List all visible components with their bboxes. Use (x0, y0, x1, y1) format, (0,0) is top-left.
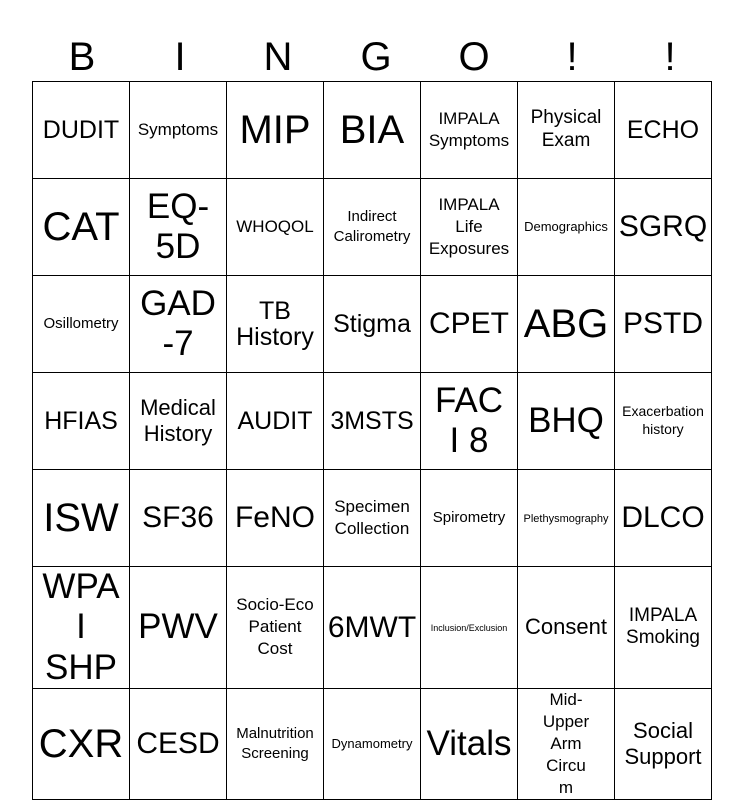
board-row (33, 179, 712, 276)
bingo-cell[interactable] (227, 373, 324, 470)
bingo-cell[interactable] (227, 688, 324, 799)
cell-label: IMPALA Smoking (626, 604, 700, 649)
cell-label: Medical History (140, 394, 216, 446)
cell-label: Social Support (624, 717, 702, 769)
bingo-cell[interactable] (33, 567, 130, 689)
bingo-cell[interactable] (33, 82, 130, 179)
bingo-cell[interactable] (33, 276, 130, 373)
cell-label: MIP (239, 108, 311, 152)
bingo-cell[interactable] (130, 276, 227, 373)
cell-label: WPAI SHP (42, 567, 120, 687)
bingo-cell[interactable] (227, 82, 324, 179)
bingo-board (32, 81, 712, 800)
cell-label: DUDIT (42, 115, 120, 144)
bingo-cell[interactable] (615, 470, 712, 567)
board-row (33, 276, 712, 373)
cell-label: Dynamometry (331, 735, 413, 751)
bingo-cell[interactable] (33, 470, 130, 567)
bingo-cell[interactable] (324, 82, 421, 179)
bingo-cell[interactable] (421, 567, 518, 689)
cell-label: ECHO (626, 115, 700, 144)
cell-label: Inclusion/Exclusion (430, 622, 508, 633)
cell-label: DLCO (621, 501, 705, 535)
cell-label: 3MSTS (330, 406, 414, 435)
cell-label: Consent (525, 614, 607, 640)
cell-label: CPET (428, 307, 509, 341)
bingo-cell[interactable] (421, 276, 518, 373)
cell-label: Socio-Eco Patient Cost (236, 595, 314, 659)
bingo-cell[interactable] (33, 373, 130, 470)
cell-label: CESD (136, 727, 220, 761)
board-row (33, 82, 712, 179)
bingo-cell[interactable] (615, 179, 712, 276)
bingo-cell[interactable] (421, 688, 518, 799)
bingo-cell[interactable] (615, 82, 712, 179)
bingo-cell[interactable] (421, 179, 518, 276)
cell-label: BHQ (528, 400, 604, 440)
cell-label: IMPALA Symptoms (428, 108, 510, 150)
cell-label: WHOQOL (236, 216, 314, 236)
board-row (33, 373, 712, 470)
bingo-cell[interactable] (421, 82, 518, 179)
bingo-cell[interactable] (421, 470, 518, 567)
bingo-cell[interactable] (324, 179, 421, 276)
cell-label: Symptoms (137, 119, 219, 139)
cell-label: PSTD (622, 307, 703, 341)
cell-label: Indirect Calirometry (333, 207, 411, 245)
header-letter: O (458, 35, 490, 79)
cell-label: CAT (42, 205, 120, 249)
cell-label: SF36 (142, 501, 214, 535)
bingo-cell[interactable] (518, 179, 615, 276)
cell-label: Vitals (426, 723, 512, 763)
cell-label: Osillometry (43, 314, 119, 332)
cell-label: 6MWT (327, 610, 417, 644)
cell-label: Specimen Collection (334, 496, 410, 538)
cell-label: FACI 8 (434, 380, 504, 460)
board-row (33, 688, 712, 799)
cell-label: AUDIT (237, 406, 313, 435)
bingo-cell[interactable] (615, 276, 712, 373)
cell-label: EQ-5D (146, 186, 210, 266)
cell-label: Demographics (524, 218, 608, 234)
cell-label: Malnutrition Screening (236, 724, 314, 762)
cell-label: Exacerbation history (622, 403, 704, 437)
bingo-cell[interactable] (130, 688, 227, 799)
bingo-cell[interactable] (130, 470, 227, 567)
bingo-cell[interactable] (33, 688, 130, 799)
board-row (33, 567, 712, 689)
header-letter: N (263, 35, 293, 79)
cell-label: IMPALA Life Exposures (428, 194, 510, 259)
cell-label: GAD-7 (140, 283, 216, 363)
cell-label: Physical Exam (530, 107, 602, 151)
header-letter: G (360, 35, 392, 79)
bingo-cell[interactable] (518, 82, 615, 179)
bingo-cell[interactable] (324, 276, 421, 373)
bingo-cell[interactable] (615, 373, 712, 470)
bingo-cell[interactable] (130, 82, 227, 179)
bingo-cell[interactable] (518, 373, 615, 470)
cell-label: Stigma (333, 309, 411, 338)
cell-label: ABG (523, 302, 609, 346)
cell-label: CXR (38, 721, 124, 766)
bingo-cell[interactable] (324, 567, 421, 689)
bingo-cell[interactable] (130, 373, 227, 470)
bingo-cell[interactable] (615, 688, 712, 799)
bingo-cell[interactable] (324, 688, 421, 799)
cell-label: Mid-Upper Arm Circum (542, 689, 590, 798)
cell-label: SGRQ (618, 210, 708, 244)
bingo-cell[interactable] (227, 567, 324, 689)
header-letter: B (68, 35, 96, 79)
cell-label: HFIAS (44, 406, 118, 435)
bingo-cell[interactable] (227, 179, 324, 276)
cell-label: PWV (138, 607, 218, 647)
cell-label: TB History (236, 296, 314, 351)
header-letter: ! (664, 35, 676, 79)
cell-label: BIA (339, 108, 405, 152)
bingo-cell[interactable] (324, 373, 421, 470)
cell-label: FeNO (234, 501, 315, 535)
board-row (33, 470, 712, 567)
bingo-cell[interactable] (518, 276, 615, 373)
cell-label: ISW (43, 496, 119, 540)
bingo-cell[interactable] (518, 567, 615, 689)
bingo-cell[interactable] (227, 276, 324, 373)
bingo-cell[interactable] (227, 470, 324, 567)
bingo-cell[interactable] (130, 567, 227, 689)
cell-label: Spirometry (432, 508, 506, 526)
cell-label: Plethysmography (523, 512, 609, 525)
header-letter: ! (566, 35, 578, 79)
bingo-cell[interactable] (324, 470, 421, 567)
header-letter: I (174, 35, 186, 79)
bingo-cell[interactable] (421, 373, 518, 470)
bingo-cell[interactable] (615, 567, 712, 689)
bingo-cell[interactable] (518, 470, 615, 567)
bingo-header (33, 34, 719, 80)
bingo-cell[interactable] (130, 179, 227, 276)
bingo-cell[interactable] (33, 179, 130, 276)
bingo-cell[interactable] (518, 688, 615, 799)
